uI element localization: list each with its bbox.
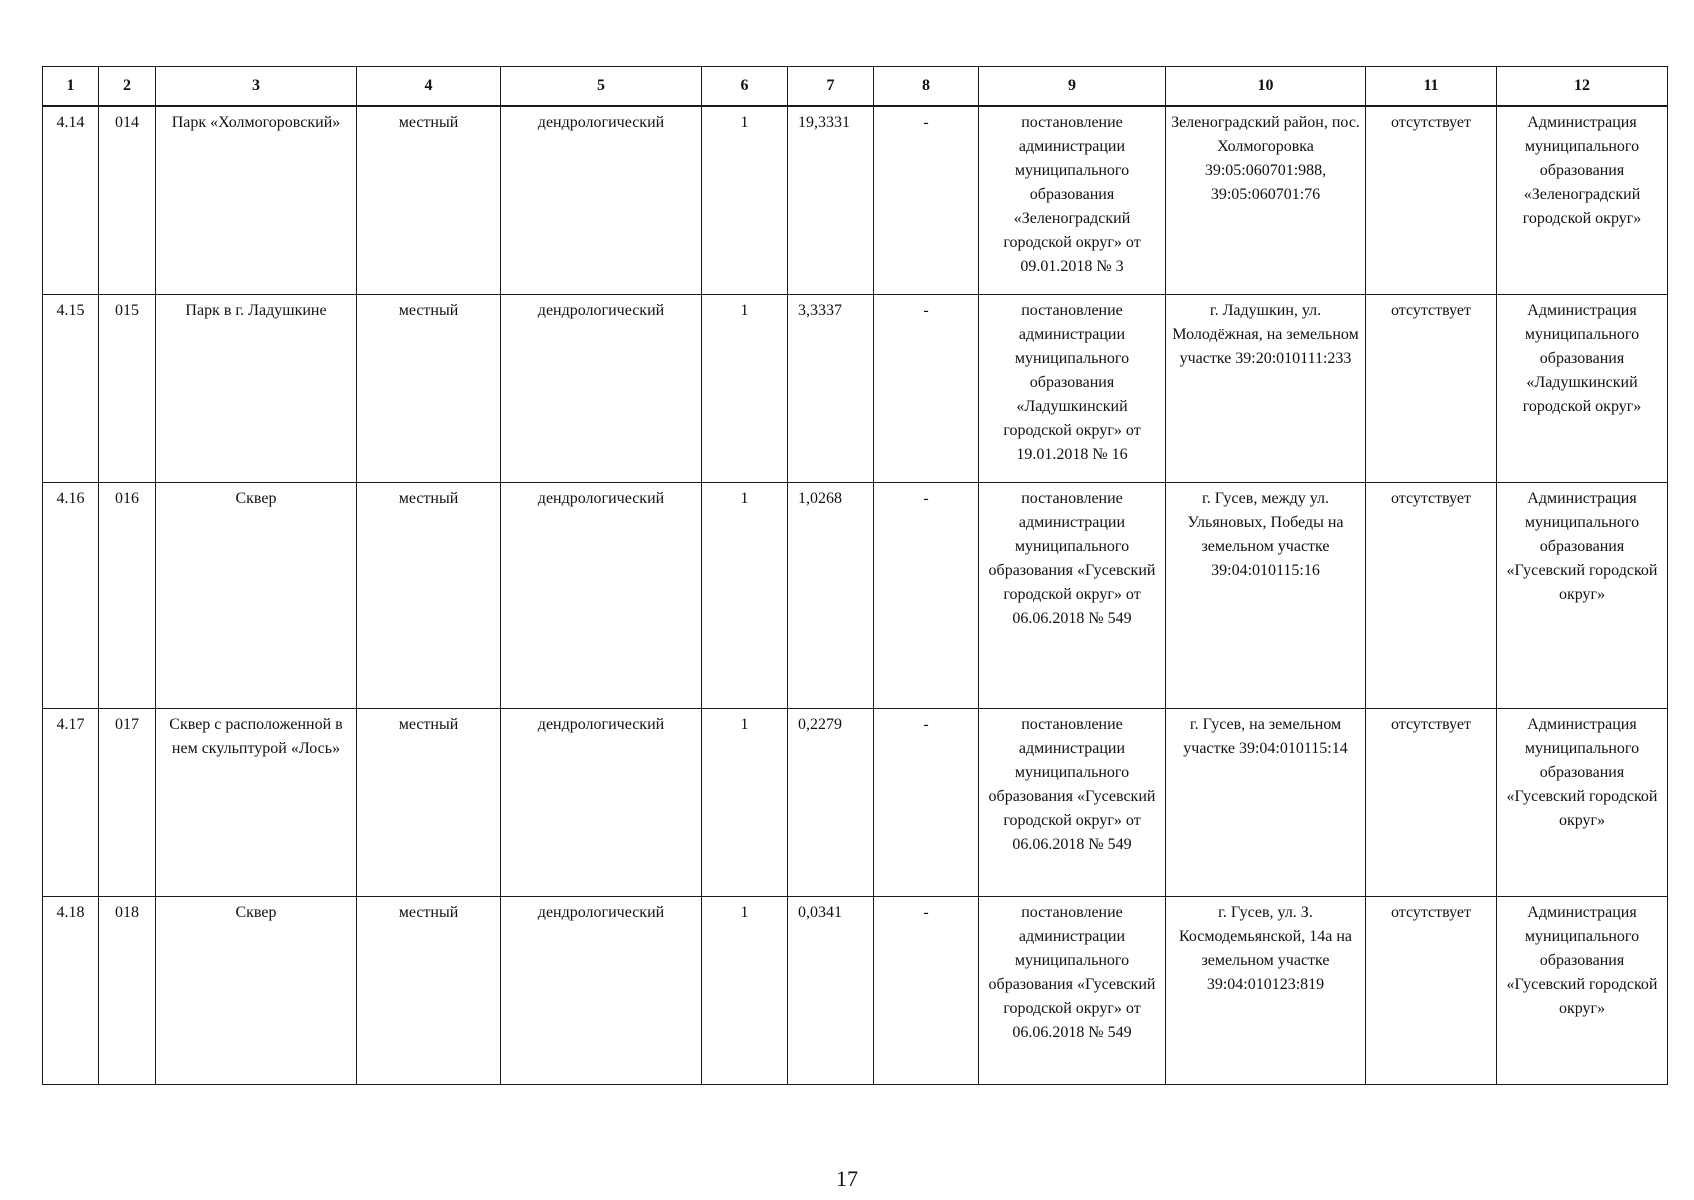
cell-document: постановление администрации муниципального образования «Ладушкинский городской округ» от 19.01.2018 № 16	[979, 295, 1166, 483]
table-row	[43, 295, 1668, 483]
cell-area: 3,3337	[788, 295, 874, 483]
cell-col8: -	[874, 295, 979, 483]
cell-col11: отсутствует	[1366, 295, 1497, 483]
cell-col6: 1	[702, 106, 788, 295]
cell-code: 018	[99, 897, 156, 1085]
cell-item-number: 4.18	[43, 897, 99, 1085]
cell-col8: -	[874, 709, 979, 897]
cell-profile: дендрологический	[501, 295, 702, 483]
column-header: 9	[979, 67, 1166, 107]
cell-col6: 1	[702, 295, 788, 483]
table-row	[43, 709, 1668, 897]
cell-area: 1,0268	[788, 483, 874, 709]
column-header: 8	[874, 67, 979, 107]
cell-document: постановление администрации муниципального образования «Гусевский городской округ» от 06.06.2018 № 549	[979, 709, 1166, 897]
cell-significance: местный	[357, 709, 501, 897]
cell-item-number: 4.14	[43, 106, 99, 295]
cell-col11: отсутствует	[1366, 897, 1497, 1085]
cell-location: Зеленоградский район, пос. Холмогоровка 39:05:060701:988, 39:05:060701:76	[1166, 106, 1366, 295]
cell-profile: дендрологический	[501, 897, 702, 1085]
cell-profile: дендрологический	[501, 709, 702, 897]
cell-area: 0,0341	[788, 897, 874, 1085]
cell-document: постановление администрации муниципального образования «Гусевский городской округ» от 06.06.2018 № 549	[979, 897, 1166, 1085]
cell-area: 0,2279	[788, 709, 874, 897]
cell-col8: -	[874, 483, 979, 709]
cell-location: г. Ладушкин, ул. Молодёжная, на земельном участке 39:20:010111:233	[1166, 295, 1366, 483]
cell-col8: -	[874, 106, 979, 295]
cell-significance: местный	[357, 897, 501, 1085]
cell-document: постановление администрации муниципального образования «Гусевский городской округ» от 06.06.2018 № 549	[979, 483, 1166, 709]
column-header: 5	[501, 67, 702, 107]
cell-administration: Администрация муниципального образования «Гусевский городской округ»	[1497, 897, 1668, 1085]
cell-item-number: 4.17	[43, 709, 99, 897]
column-header: 6	[702, 67, 788, 107]
cell-item-number: 4.16	[43, 483, 99, 709]
cell-code: 015	[99, 295, 156, 483]
column-header: 12	[1497, 67, 1668, 107]
cell-col11: отсутствует	[1366, 106, 1497, 295]
cell-code: 014	[99, 106, 156, 295]
cell-location: г. Гусев, ул. З. Космодемьянской, 14а на земельном участке 39:04:010123:819	[1166, 897, 1366, 1085]
cell-col6: 1	[702, 483, 788, 709]
cell-location: г. Гусев, на земельном участке 39:04:010115:14	[1166, 709, 1366, 897]
column-header: 3	[156, 67, 357, 107]
cell-significance: местный	[357, 106, 501, 295]
cell-name: Сквер	[156, 483, 357, 709]
table-row	[43, 897, 1668, 1085]
cell-area: 19,3331	[788, 106, 874, 295]
cell-col8: -	[874, 897, 979, 1085]
cell-col6: 1	[702, 709, 788, 897]
page-number: 17	[836, 1166, 858, 1191]
cell-administration: Администрация муниципального образования «Гусевский городской округ»	[1497, 709, 1668, 897]
column-header: 4	[357, 67, 501, 107]
cell-col11: отсутствует	[1366, 483, 1497, 709]
header-row	[43, 67, 1668, 107]
register-table	[42, 66, 1668, 1085]
cell-name: Сквер с расположенной в нем скульптурой «Лось»	[156, 709, 357, 897]
cell-administration: Администрация муниципального образования «Ладушкинский городской округ»	[1497, 295, 1668, 483]
cell-document: постановление администрации муниципального образования «Зеленоградский городской округ» от 09.01.2018 № 3	[979, 106, 1166, 295]
column-header: 1	[43, 67, 99, 107]
table-row	[43, 483, 1668, 709]
cell-item-number: 4.15	[43, 295, 99, 483]
cell-significance: местный	[357, 295, 501, 483]
cell-name: Парк «Холмогоровский»	[156, 106, 357, 295]
cell-profile: дендрологический	[501, 483, 702, 709]
cell-name: Парк в г. Ладушкине	[156, 295, 357, 483]
cell-code: 016	[99, 483, 156, 709]
column-header: 2	[99, 67, 156, 107]
cell-code: 017	[99, 709, 156, 897]
cell-name: Сквер	[156, 897, 357, 1085]
column-header: 10	[1166, 67, 1366, 107]
table-row	[43, 106, 1668, 295]
cell-col6: 1	[702, 897, 788, 1085]
cell-significance: местный	[357, 483, 501, 709]
column-header: 11	[1366, 67, 1497, 107]
column-header: 7	[788, 67, 874, 107]
cell-col11: отсутствует	[1366, 709, 1497, 897]
cell-administration: Администрация муниципального образования «Зеленоградский городской округ»	[1497, 106, 1668, 295]
cell-administration: Администрация муниципального образования «Гусевский городской округ»	[1497, 483, 1668, 709]
cell-location: г. Гусев, между ул. Ульяновых, Победы на земельном участке 39:04:010115:16	[1166, 483, 1366, 709]
cell-profile: дендрологический	[501, 106, 702, 295]
